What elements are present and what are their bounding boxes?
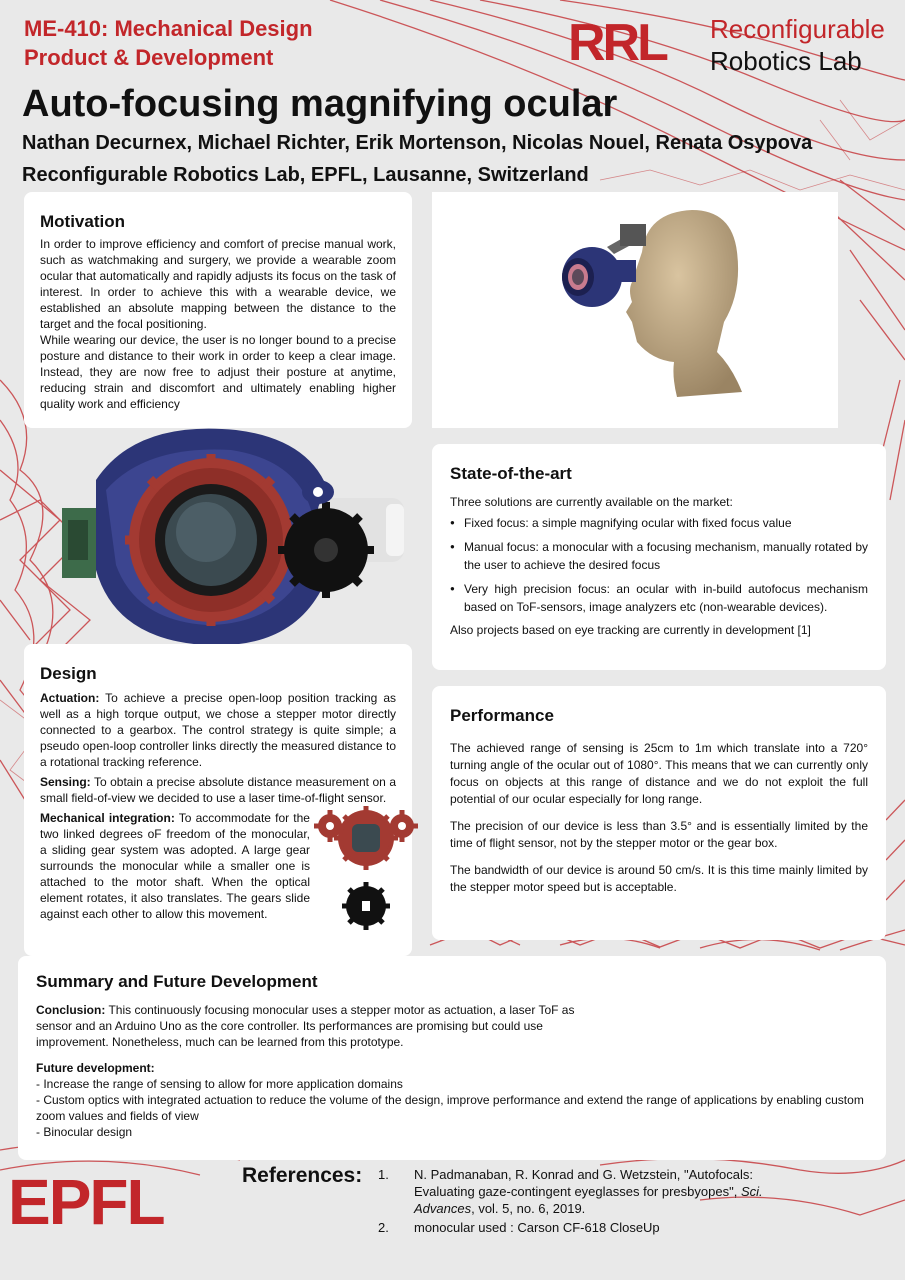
reference-text: monocular used : Carson CF-618 CloseUp [414,1220,660,1235]
mechanical-text: To accommodate for the two linked degrees oF freedom of the monocular, a sliding gear system was adopted. A large gear surrounds the monocular while a smaller one is attached to the motor shaft. When the optical element rotates, it also translates. The gears slide against each other to allow this movement. [40,811,310,921]
affiliation: Reconfigurable Robotics Lab, EPFL, Lausanne, Switzerland [22,164,589,186]
design-heading: Design [40,664,97,683]
state-list [450,514,868,616]
head-with-ocular-illustration [432,192,838,428]
gear-system-diagram [314,806,418,936]
lab-name-line2: Robotics Lab [710,46,862,76]
authors: Nathan Decurnex, Michael Richter, Erik Mortenson, Nicolas Nouel, Renata Osypova [22,132,813,154]
rrl-logo-mark-text: RRL [568,14,666,72]
course-name: Product & Development [24,45,274,70]
design-sensing [40,774,396,806]
mechanical-label: Mechanical integration: [40,811,175,825]
list-item: - Binocular design [36,1125,133,1139]
reference-item [378,1166,798,1217]
reference-number: 2. [378,1220,389,1235]
actuation-label: Actuation: [40,691,100,705]
sensing-text: To obtain a precise absolute distance measurement on a small field-of-view we decided to use a laser time-of-flight sensor. [40,775,396,805]
performance-card [432,686,886,940]
ocular-device-render [56,420,416,650]
epfl-logo [8,1168,198,1232]
motivation-paragraph-2: While wearing our device, the user is no longer bound to a precise posture and distance to their work in order to keep a clear image. Instead, they are now free to adjust their posture at anytime, reducing strain and discomfort and ultimately enabling higher quality work and efficiency [40,333,396,411]
summary-conclusion [36,1002,596,1050]
performance-paragraph-1: The achieved range of sensing is 25cm to 1m which translate into a 720° turning angle of the ocular out of 1080°. This means that we can currently only focus on objects at this range of distance and we do not exploit the full potential of our ocular especially for long range. [450,741,868,806]
actuation-text: To achieve a precise open-loop position tracking as well as a high torque output, we chose a stepper motor directly connected to a gearbox. The control strategy is quite simple; a pseudo open-loop controller links directly the measured distance to a rotational tracking reference. [40,691,396,769]
reference-number: 1. [378,1167,389,1182]
state-outro: Also projects based on eye tracking are currently in development [1] [450,623,811,637]
design-card [24,644,412,956]
sensing-label: Sensing: [40,775,91,789]
list-item: - Increase the range of sensing to allow for more application domains [36,1077,403,1091]
state-of-the-art-heading: State-of-the-art [450,464,572,483]
poster-title: Auto-focusing magnifying ocular [22,83,618,125]
motivation-heading: Motivation [40,212,125,231]
performance-paragraph-3: The bandwidth of our device is around 50 cm/s. It is this time mainly limited by the stepper motor speed but is acceptable. [450,863,868,894]
design-mechanical [40,810,310,922]
rrl-logo [568,14,898,76]
future-label-text: Future development: [36,1061,155,1075]
references-list [378,1166,798,1238]
course-title [24,14,444,72]
motivation-paragraph-1: In order to improve efficiency and comfort of precise manual work, such as watchmaking and surgery, we provide a wearable zoom ocular that automatically and rapidly adjusts its focus on the task of interest. In order to achieve this with a wearable device, we established an absolute mapping between the distance to the target and the focal positioning. [40,237,396,331]
conclusion-label: Conclusion: [36,1003,106,1017]
lab-name-line1: Reconfigurable [710,14,885,44]
list-item: ● Very high precision focus: an ocular with in-build autofocus mechanism based on ToF-sensors, image analyzers etc (non-wearable devices). [450,580,868,616]
rrl-logo-mark [568,14,666,72]
references-label: References: [242,1164,363,1187]
summary-card [18,956,886,1160]
summary-heading: Summary and Future Development [36,972,318,991]
reference-text: N. Padmanaban, R. Konrad and G. Wetzstein, "Autofocals: Evaluating gaze-contingent eyeglasses for presbyopes", Sci. Advances, vol. 5, no. 6, 2019. [414,1167,763,1216]
reference-item [378,1219,798,1236]
state-of-the-art-card [432,444,886,670]
performance-paragraph-2: The precision of our device is less than 3.5° and is essentially limited by the time of flight sensor, not by the stepper motor or the gear box. [450,819,868,850]
epfl-logo-text: EPFL [8,1168,164,1232]
design-actuation [40,690,396,770]
list-item: - Custom optics with integrated actuation to reduce the volume of the design, improve performance and extend the range of applications by enabling custom zoom values and fields of view [36,1093,864,1123]
course-code: ME-410: Mechanical Design [24,16,313,41]
conclusion-text: This continuously focusing monocular uses a stepper motor as actuation, a laser ToF as sensor and an Arduino Uno as the core controller. Its performances are promising but could use improvement. Nonetheless, much can be learned from this prototype. [36,1003,575,1049]
future-label [36,1060,868,1076]
motivation-card [24,192,412,428]
performance-heading: Performance [450,706,554,725]
list-item: ● Fixed focus: a simple magnifying ocular with fixed focus value [450,514,868,532]
head-render-image [432,192,838,428]
state-intro: Three solutions are currently available on the market: [450,495,733,509]
list-item: ● Manual focus: a monocular with a focusing mechanism, manually rotated by the user to achieve the desired focus [450,538,868,574]
